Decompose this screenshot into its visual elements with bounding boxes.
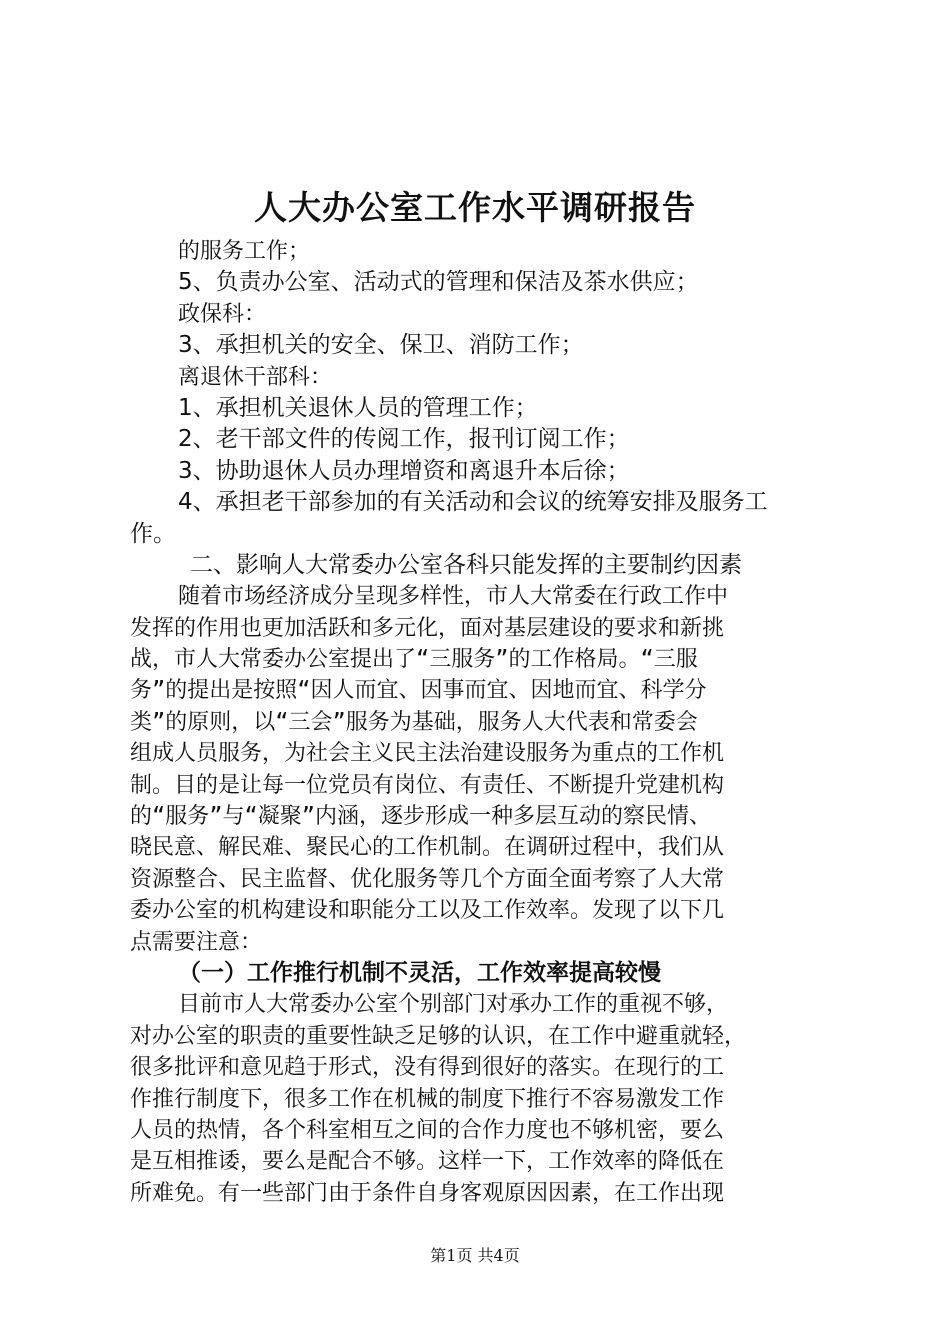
text-line: 类”的原则，以“三会”服务为基础，服务人大代表和常委会 [130,709,698,735]
page-number: 第1页 共4页 [430,1246,520,1265]
subsection-heading: （一）工作推行机制不灵活，工作效率提高较慢 [178,959,661,986]
text-line: 4、承担老干部参加的有关活动和会议的统筹安排及服务工 [178,489,768,516]
section-heading: 二、影响人大常委办公室各科只能发挥的主要制约因素 [190,551,742,578]
text-line: 5、负责办公室、活动式的管理和保洁及茶水供应； [178,269,699,296]
text-line: 3、承担机关的安全、保卫、消防工作； [178,332,584,359]
text-line: 组成人员服务，为社会主义民主法治建设服务为重点的工作机 [130,741,725,767]
text-line: 委办公室的机构建设和职能分工以及工作效率。发现了以下几 [130,898,725,924]
text-line: 发挥的作用也更加活跃和多元化，面对基层建设的要求和新挑 [130,615,725,641]
text-line: 所难免。有一些部门由于条件自身客观原因因素，在工作出现 [130,1180,725,1206]
text-line: 随着市场经济成分呈现多样性，市人大常委在行政工作中 [178,584,729,610]
text-line: 点需要注意： [130,929,263,955]
text-line: 务”的提出是按照“因人而宜、因事而宜、因地而宜、科学分 [130,678,707,704]
text-line: 1、承担机关退休人员的管理工作； [178,394,538,421]
text-line: 资源整合、民主监督、优化服务等几个方面全面考察了人大常 [130,866,725,892]
document-body [130,236,830,1209]
text-line: 离退休干部科： [178,364,333,390]
text-line: 很多批评和意见趋于形式，没有得到很好的落实。在现行的工 [130,1055,725,1081]
text-line: 作推行制度下，很多工作在机械的制度下推行不容易激发工作 [130,1086,725,1112]
text-line: 的“服务”与“凝聚”内涵，逐步形成一种多层互动的察民情、 [130,804,711,830]
text-line: 作。 [130,520,176,547]
text-line: 战，市人大常委办公室提出了“三服务”的工作格局。“三服 [130,647,698,673]
text-line: 2、老干部文件的传阅工作，报刊订阅工作； [178,426,630,453]
text-line: 是互相推诿，要么是配合不够。这样一下，工作效率的降低在 [130,1149,725,1175]
text-line: 晓民意、解民难、聚民心的工作机制。在调研过程中，我们从 [130,835,725,861]
document-title: 人大办公室工作水平调研报告 [254,188,696,227]
text-line: 对办公室的职责的重要性缺乏足够的认识，在工作中避重就轻， [130,1023,747,1049]
text-line: 政保科： [178,301,267,327]
text-line: 目前市人大常委办公室个别部门对承办工作的重视不够， [178,992,729,1018]
text-line: 人员的热情，各个科室相互之间的合作力度也不够机密，要么 [130,1117,725,1143]
text-line: 3、协助退休人员办理增资和离退升本后徐； [178,457,630,484]
text-line: 的服务工作； [178,239,311,264]
text-line: 制。目的是让每一位党员有岗位、有责任、不断提升党建机构 [130,772,725,798]
